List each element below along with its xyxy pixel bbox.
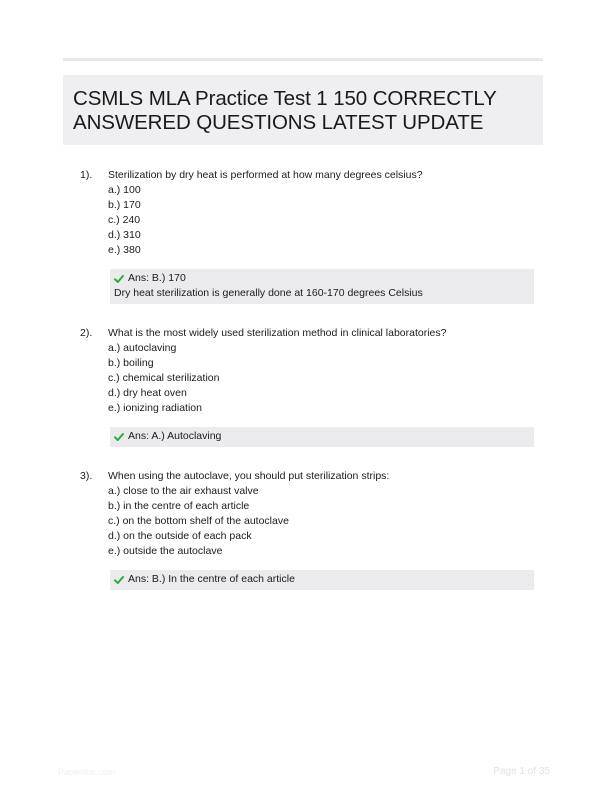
options-list bbox=[108, 183, 141, 258]
question-3 bbox=[80, 469, 540, 589]
option-c: c.) chemical sterilization bbox=[108, 372, 220, 384]
top-divider bbox=[63, 58, 543, 61]
question-number: 3). bbox=[80, 470, 93, 482]
option-c: c.) on the bottom shelf of the autoclave bbox=[108, 515, 289, 527]
footer-watermark: Paperlibe.com bbox=[58, 767, 116, 777]
question-text: Sterilization by dry heat is performed at how many degrees celsius? bbox=[108, 169, 423, 181]
option-b: b.) boiling bbox=[108, 357, 154, 369]
question-1 bbox=[80, 168, 540, 308]
question-text: When using the autoclave, you should put sterilization strips: bbox=[108, 470, 390, 482]
answer-text: Ans: B.) 170 bbox=[128, 272, 186, 284]
option-e: e.) 380 bbox=[108, 244, 141, 256]
answer-text: Ans: A.) Autoclaving bbox=[128, 430, 222, 442]
options-list bbox=[108, 341, 219, 416]
option-b: b.) in the centre of each article bbox=[108, 500, 250, 512]
question-2 bbox=[80, 326, 540, 446]
question-text: What is the most widely used sterilization method in clinical laboratories? bbox=[108, 327, 447, 339]
answer-box bbox=[110, 427, 534, 447]
check-icon bbox=[114, 274, 124, 284]
check-icon bbox=[114, 575, 124, 585]
title-banner bbox=[63, 75, 543, 145]
option-d: d.) on the outside of each pack bbox=[108, 530, 252, 542]
answer-text: Ans: B.) In the centre of each article bbox=[128, 573, 295, 585]
answer-explanation: Dry heat sterilization is generally done at 160-170 degrees Celsius bbox=[114, 287, 423, 299]
answer-box bbox=[110, 269, 534, 304]
option-e: e.) ionizing radiation bbox=[108, 402, 202, 414]
option-a: a.) autoclaving bbox=[108, 342, 177, 354]
option-b: b.) 170 bbox=[108, 199, 141, 211]
option-d: d.) dry heat oven bbox=[108, 387, 187, 399]
option-c: c.) 240 bbox=[108, 214, 141, 226]
page-indicator: Page 1 of 35 bbox=[493, 766, 550, 777]
option-d: d.) 310 bbox=[108, 229, 141, 241]
answer-box bbox=[110, 570, 534, 590]
options-list bbox=[108, 484, 289, 559]
question-number: 1). bbox=[80, 169, 93, 181]
option-a: a.) 100 bbox=[108, 184, 141, 196]
check-icon bbox=[114, 432, 124, 442]
option-a: a.) close to the air exhaust valve bbox=[108, 485, 259, 497]
document-title: CSMLS MLA Practice Test 1 150 CORRECTLY ANSWERED QUESTIONS LATEST UPDATE bbox=[73, 87, 497, 134]
option-e: e.) outside the autoclave bbox=[108, 545, 223, 557]
question-number: 2). bbox=[80, 327, 93, 339]
